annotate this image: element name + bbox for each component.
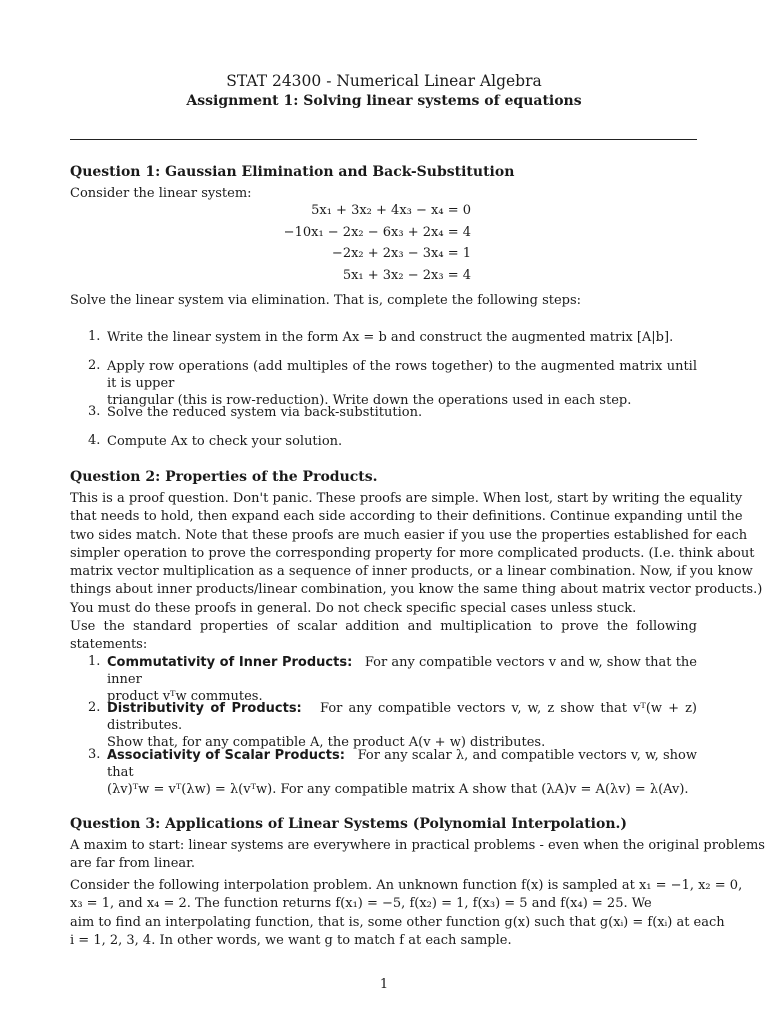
equation-4: 5x₁ + 3x₂ − 2x₃ = 4	[342, 268, 471, 283]
property-text: Show that, for any compatible A, the product A(v + w) distributes.	[107, 735, 546, 750]
q2-p1-line: things about inner products/linear combination, you know the same thing about matrix vector products.)	[70, 582, 763, 598]
q3-paragraph-2	[70, 877, 743, 950]
equation-2: −10x₁ − 2x₂ − 6x₃ + 2x₄ = 4	[283, 225, 471, 240]
step-number: 3.	[88, 404, 101, 419]
step-2	[107, 358, 697, 409]
q2-paragraph-2: Use the standard properties of scalar addition and multiplication to prove the following statements:	[70, 619, 697, 653]
q3-p1-line: A maxim to start: linear systems are everywhere in practical problems - even when the original problems	[70, 838, 765, 853]
q1-intro: Consider the linear system:	[70, 186, 252, 201]
step-3	[107, 404, 697, 421]
step-1-line: Write the linear system in the form Ax = b and construct the augmented matrix [A|b].	[107, 330, 674, 345]
q3-p1-line: are far from linear.	[70, 856, 196, 872]
step-4-line: Compute Ax to check your solution.	[107, 434, 343, 449]
step-3-line: Solve the reduced system via back-substitution.	[107, 405, 423, 420]
item-number: 2.	[88, 700, 101, 715]
q2-p1-line: simpler operation to prove the corresponding property for more complicated products. (I.e. think about	[70, 545, 755, 561]
q2-p1-line: two sides match. Note that these proofs are much easier if you use the properties established for each	[70, 527, 748, 543]
step-number: 2.	[88, 358, 101, 373]
property-text: For any compatible vectors v, w, z show that vᵀ(w + z) distributes.	[107, 701, 698, 733]
page-number: 1	[379, 977, 389, 992]
q2-p1-line: You must do these proofs in general. Do not check specific special cases unless stuck.	[70, 600, 637, 616]
q2-p1-line: This is a proof question. Don't panic. These proofs are simple. When lost, start by writing the equality	[70, 491, 743, 506]
step-4	[107, 433, 697, 450]
property-text: product vᵀw commutes.	[107, 689, 263, 704]
item-number: 3.	[88, 747, 101, 762]
property-text: (λv)ᵀw = vᵀ(λw) = λ(vᵀw). For any compatible matrix A show that (λA)v = A(λv) = λ(Av).	[107, 782, 689, 797]
document-title: STAT 24300 - Numerical Linear Algebra	[226, 72, 542, 90]
header-rule	[70, 139, 697, 140]
q1-heading: Question 1: Gaussian Elimination and Back-Substitution	[70, 164, 515, 180]
property-associativity	[107, 747, 697, 798]
property-commutativity	[107, 654, 697, 705]
property-term: Associativity of Scalar Products:	[107, 748, 345, 763]
property-term: Distributivity of Products:	[107, 701, 302, 716]
property-term: Commutativity of Inner Products:	[107, 655, 353, 670]
property-distributivity	[107, 700, 697, 751]
step-number: 1.	[88, 329, 101, 344]
step-2-line-2: triangular (this is row-reduction). Write down the operations used in each step.	[107, 393, 632, 408]
q3-p2-line: x₃ = 1, and x₄ = 2. The function returns f(x₁) = −5, f(x₂) = 1, f(x₃) = 5 and f(x₄) = 25. We	[70, 896, 652, 912]
equation-3: −2x₂ + 2x₃ − 3x₄ = 1	[331, 246, 471, 261]
q1-instruction: Solve the linear system via elimination. That is, complete the following steps:	[70, 293, 582, 308]
q2-heading: Question 2: Properties of the Products.	[70, 469, 378, 485]
q2-paragraph-1	[70, 490, 763, 618]
item-number: 1.	[88, 654, 101, 669]
q3-p2-line: Consider the following interpolation problem. An unknown function f(x) is sampled at x₁ = −1, x₂ = 0,	[70, 878, 743, 893]
q3-p2-line: aim to find an interpolating function, that is, some other function g(x) such that g(xᵢ) = f(xᵢ) at each	[70, 914, 725, 930]
step-1	[107, 329, 697, 346]
document-subtitle: Assignment 1: Solving linear systems of equations	[186, 93, 582, 109]
step-number: 4.	[88, 433, 101, 448]
q3-heading: Question 3: Applications of Linear Systems (Polynomial Interpolation.)	[70, 816, 627, 832]
q3-p2-line: i = 1, 2, 3, 4. In other words, we want g to match f at each sample.	[70, 932, 512, 948]
step-2-line-1: Apply row operations (add multiples of the rows together) to the augmented matrix until it is upper	[107, 359, 697, 391]
q2-p1-line: matrix vector multiplication as a sequence of inner products, or a linear combination. Now, if you know	[70, 564, 753, 580]
q3-paragraph-1	[70, 837, 765, 874]
property-text: For any compatible vectors v and w, show that the inner	[107, 655, 697, 687]
property-text: For any scalar λ, and compatible vectors v, w, show that	[107, 748, 698, 780]
q2-p1-line: that needs to hold, then expand each side according to their definitions. Continue expanding until the	[70, 509, 743, 525]
equation-1: 5x₁ + 3x₂ + 4x₃ − x₄ = 0	[311, 203, 471, 218]
